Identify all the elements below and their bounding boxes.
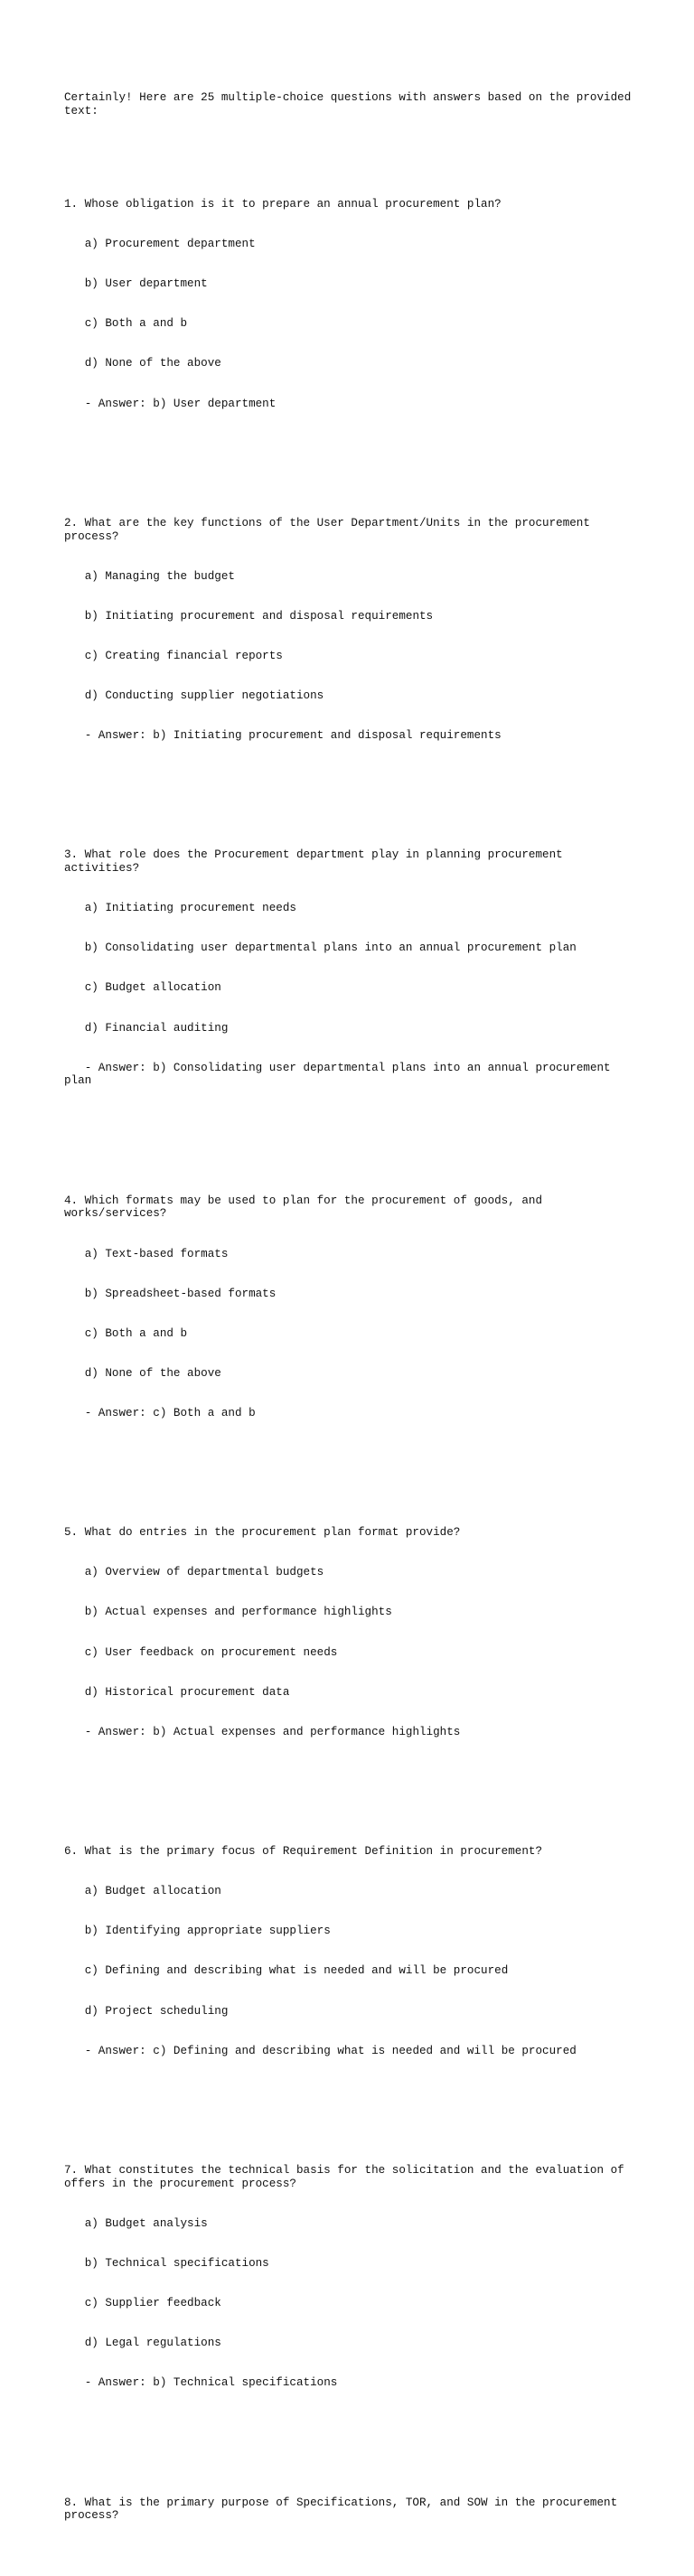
question-text: 3. What role does the Procurement department play in planning procurement activities? bbox=[64, 848, 570, 876]
question-8 bbox=[64, 2469, 642, 2549]
answer-line: - Answer: c) Defining and describing what is needed and will be procured bbox=[84, 2044, 577, 2057]
question-3 bbox=[64, 822, 642, 1114]
option-a: a) Overview of departmental budgets bbox=[84, 1566, 324, 1579]
option-b: b) User department bbox=[84, 277, 208, 291]
answer-line: - Answer: b) Consolidating user departmental plans into an annual procurement plan bbox=[64, 1061, 618, 1088]
option-c: c) Both a and b bbox=[84, 317, 188, 331]
option-b: b) Initiating procurement and disposal requirements bbox=[84, 609, 434, 623]
question-text: 2. What are the key functions of the User Department/Units in the procurement process? bbox=[64, 516, 597, 543]
option-c: c) Budget allocation bbox=[84, 981, 221, 995]
answer-line: - Answer: b) Initiating procurement and disposal requirements bbox=[84, 729, 502, 743]
option-d: d) Legal regulations bbox=[84, 2337, 221, 2350]
question-text: 4. Which formats may be used to plan for the procurement of goods, and works/services? bbox=[64, 1194, 549, 1221]
option-b: b) Identifying appropriate suppliers bbox=[84, 1925, 331, 1938]
option-a: a) Procurement department bbox=[84, 238, 256, 251]
question-6 bbox=[64, 1819, 642, 2084]
answer-line: - Answer: b) User department bbox=[84, 397, 277, 410]
option-a: a) Text-based formats bbox=[84, 1247, 229, 1260]
option-d: d) None of the above bbox=[84, 1366, 221, 1380]
option-b: b) Technical specifications bbox=[84, 2256, 269, 2270]
option-c: c) Supplier feedback bbox=[84, 2297, 221, 2310]
question-5 bbox=[64, 1500, 642, 1766]
option-a: a) Initiating procurement needs bbox=[84, 902, 296, 915]
question-2 bbox=[64, 490, 642, 769]
option-b: b) Consolidating user departmental plans into an annual procurement plan bbox=[84, 941, 577, 955]
option-d: d) Financial auditing bbox=[84, 1021, 229, 1035]
question-text: 5. What do entries in the procurement plan format provide? bbox=[64, 1526, 461, 1540]
intro-paragraph: Certainly! Here are 25 multiple-choice questions with answers based on the provided text: bbox=[64, 91, 638, 118]
question-text: 7. What constitutes the technical basis for the solicitation and the evaluation of offers in the procurement process? bbox=[64, 2163, 632, 2190]
option-c: c) User feedback on procurement needs bbox=[84, 1645, 338, 1659]
option-b: b) Actual expenses and performance highlights bbox=[84, 1606, 392, 1619]
question-1 bbox=[64, 172, 642, 437]
option-b: b) Spreadsheet-based formats bbox=[84, 1287, 277, 1300]
answer-line: - Answer: c) Both a and b bbox=[84, 1406, 256, 1419]
option-c: c) Both a and b bbox=[84, 1326, 188, 1340]
option-a: a) Budget allocation bbox=[84, 1885, 221, 1898]
option-d: d) Conducting supplier negotiations bbox=[84, 689, 324, 703]
question-text: 8. What is the primary purpose of Specifications, TOR, and SOW in the procurement process? bbox=[64, 2496, 624, 2523]
question-text: 1. Whose obligation is it to prepare an annual procurement plan? bbox=[64, 198, 502, 211]
option-a: a) Managing the budget bbox=[84, 569, 235, 583]
option-c: c) Defining and describing what is needed and will be procured bbox=[84, 1964, 509, 1978]
answer-line: - Answer: b) Actual expenses and performance highlights bbox=[84, 1725, 461, 1738]
document-page bbox=[64, 65, 642, 2576]
answer-line: - Answer: b) Technical specifications bbox=[84, 2376, 338, 2390]
question-text: 6. What is the primary focus of Requirement Definition in procurement? bbox=[64, 1845, 543, 1859]
option-d: d) None of the above bbox=[84, 357, 221, 370]
option-a: a) Budget analysis bbox=[84, 2216, 208, 2230]
option-d: d) Historical procurement data bbox=[84, 1685, 290, 1699]
question-7 bbox=[64, 2138, 642, 2417]
question-4 bbox=[64, 1167, 642, 1447]
option-d: d) Project scheduling bbox=[84, 2004, 229, 2018]
option-c: c) Creating financial reports bbox=[84, 649, 283, 662]
